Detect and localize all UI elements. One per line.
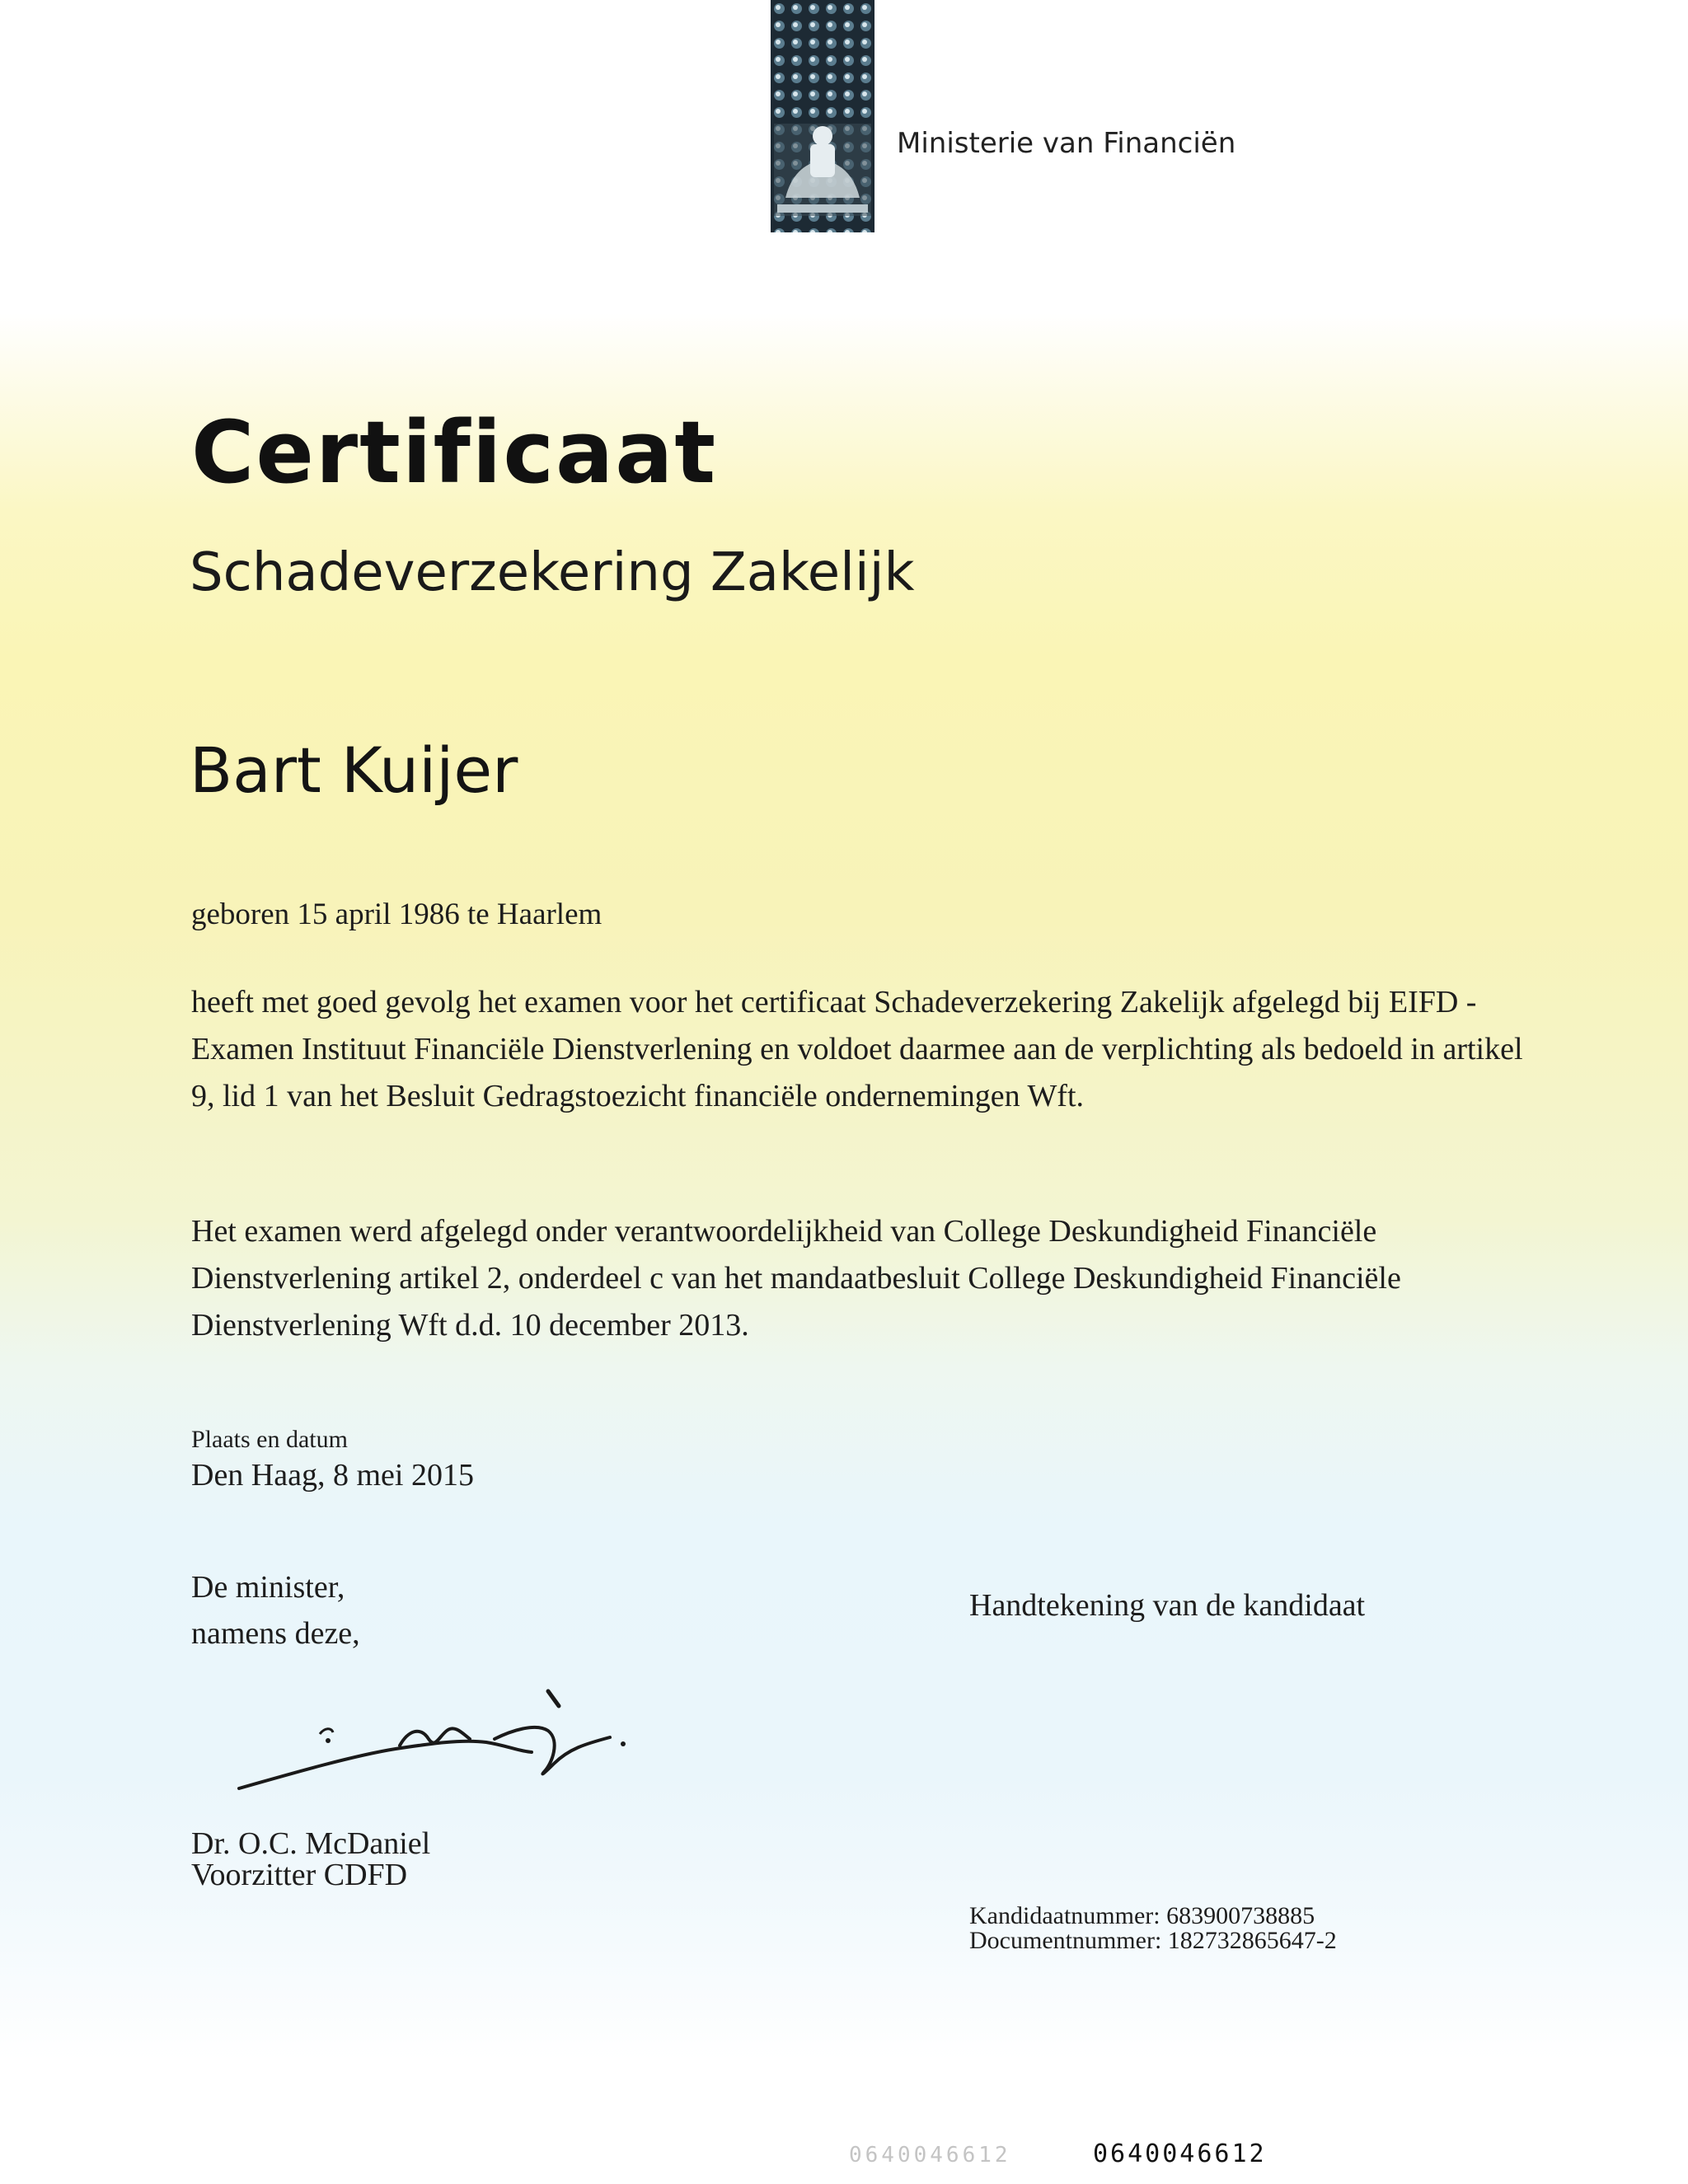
serial-number: 0640046612	[1093, 2139, 1267, 2168]
reference-numbers	[969, 1904, 1337, 1953]
serial-watermark: 0640046612	[849, 2143, 1011, 2168]
official-signature	[223, 1673, 651, 1817]
certificate-title: Certificaat	[191, 402, 718, 503]
candidate-number: Kandidaatnummer: 683900738885	[969, 1902, 1315, 1929]
official-block	[191, 1828, 430, 1891]
minister-line-1: De minister,	[191, 1570, 345, 1605]
official-name: Dr. O.C. McDaniel	[191, 1826, 431, 1861]
minister-line-2: namens deze,	[191, 1616, 360, 1651]
ministry-name: Ministerie van Financiën	[897, 127, 1236, 160]
holder-name: Bart Kuijer	[190, 733, 518, 807]
place-date-label: Plaats en datum	[191, 1426, 348, 1453]
official-role: Voorzitter CDFD	[191, 1858, 408, 1892]
exam-statement: heeft met goed gevolg het examen voor het certificaat Schadeverzekering Zakelijk afgelegd bij EIFD - Examen Instituut Financiële Dienstverlening en voldoet daarmee aan de verplichting als bedoeld in artikel 9, lid 1 van het Besluit Gedragstoezicht financiële ondernemingen Wft.	[191, 985, 1523, 1113]
birth-details: geboren 15 april 1986 te Haarlem	[191, 898, 603, 931]
candidate-signature-label: Handtekening van de kandidaat	[969, 1588, 1366, 1623]
ministry-crest-logo	[771, 0, 874, 232]
responsibility-statement: Het examen werd afgelegd onder verantwoordelijkheid van College Deskundigheid Financiële Dienstverlening artikel 2, onderdeel c van het mandaatbesluit College Deskundigheid Financiële Dienstverlening Wft d.d. 10 december 2013.	[191, 1214, 1401, 1343]
certificate-subtitle: Schadeverzekering Zakelijk	[190, 542, 915, 603]
place-date-value: Den Haag, 8 mei 2015	[191, 1458, 474, 1493]
minister-block	[191, 1564, 360, 1657]
document-number: Documentnummer: 182732865647-2	[969, 1927, 1337, 1954]
